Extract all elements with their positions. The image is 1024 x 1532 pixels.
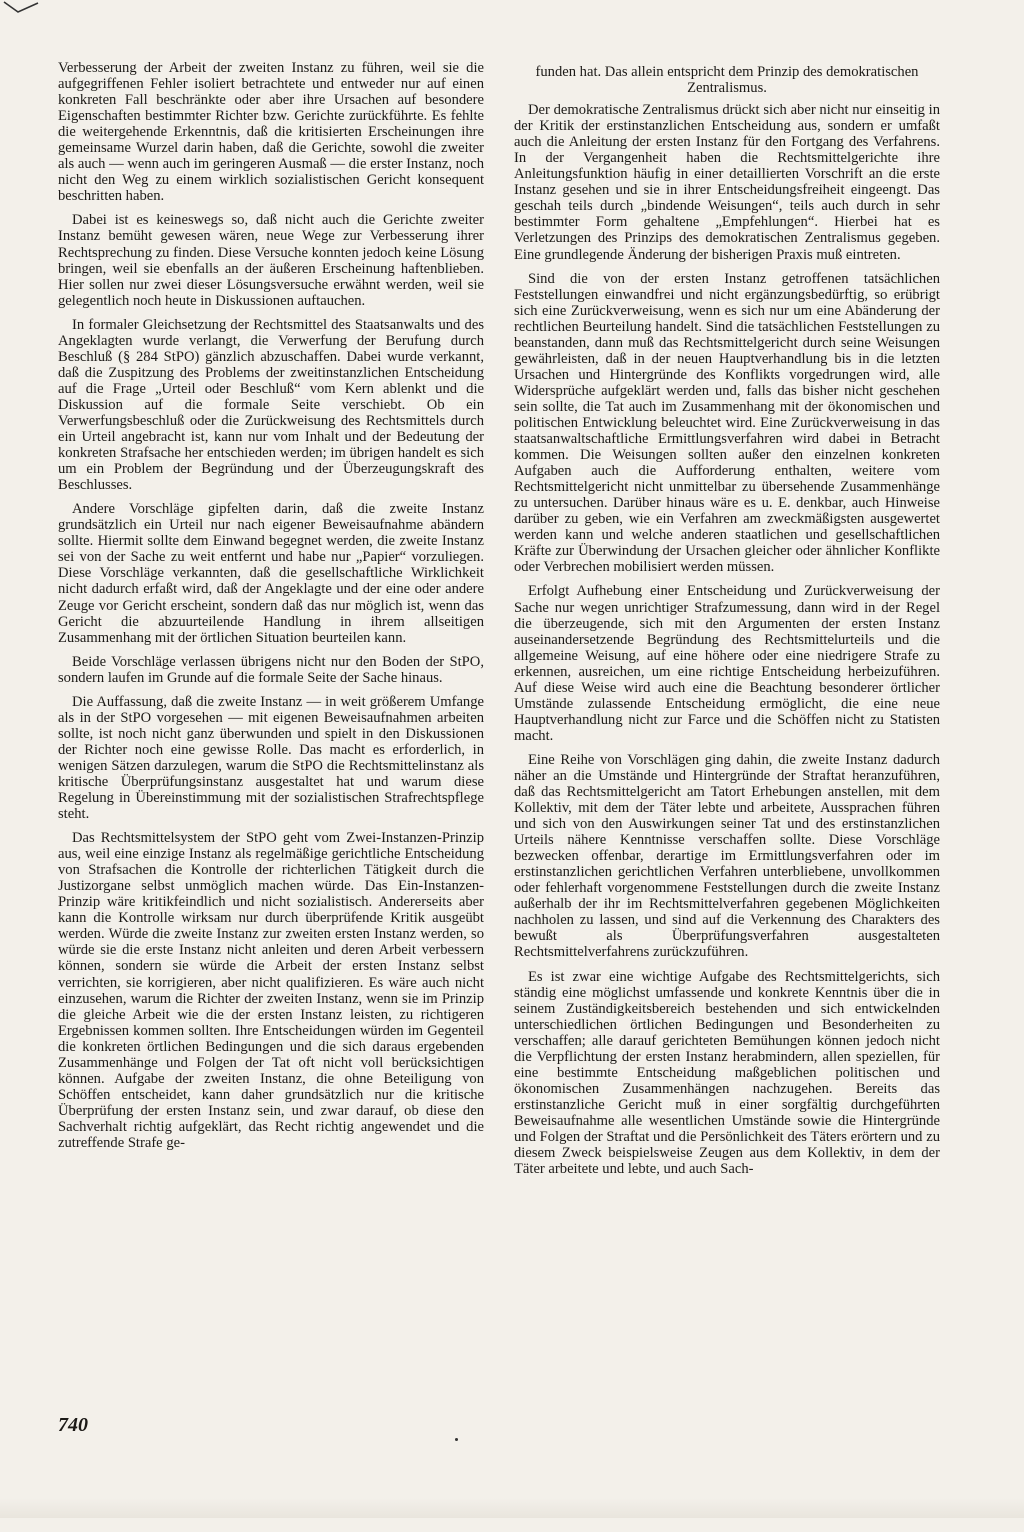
paragraph: Die Auffassung, daß die zweite Instanz — in weit größerem Umfange als in der StPO vorgesehen — mit eigenen Beweisaufnahmen arbeiten sollte, ist noch nicht ganz überwunden und spielt in den Diskussionen der Richter noch eine gewisse Rolle. Das macht es erforderlich, in wenigen Sätzen darzulegen, warum die StPO die Rechtsmittelinstanz als kritische Überprüfungsinstanz ausgestaltet hat und warum diese Regelung in Übereinstimmung mit der sozialistischen Strafrechtspflege steht.: [58, 693, 484, 823]
right-column: [514, 64, 940, 1185]
paragraph: Beide Vorschläge verlassen übrigens nicht nur den Boden der StPO, sondern laufen im Grunde auf die formale Seite der Sache hinaus.: [58, 653, 484, 686]
paragraph: Der demokratische Zentralismus drückt sich aber nicht nur einseitig in der Kritik der erstinstanzlichen Entscheidung aus, sondern er umfaßt auch die Anleitung der ersten Instanz für den Fortgang des Verfahrens. In der Vergangenheit haben die Rechtsmittelgerichte ihre Anleitungsfunktion häufig in einer detaillierten Vorschrift an die erste Instanz gesehen und sie in ihrer Entscheidungsfreiheit eingeengt. Das geschah teils durch „bindende Weisungen“, teils auch durch in sehr bestimmter Form gehaltene „Empfehlungen“. Hierbei hat es Verletzungen des Prinzips des demokratischen Zentralismus gegeben. Eine grundlegende Änderung der bisherigen Praxis muß eintreten.: [514, 102, 940, 263]
paragraph: Das Rechtsmittelsystem der StPO geht vom Zwei-Instanzen-Prinzip aus, weil eine einzige Instanz als regelmäßige gerichtliche Entscheidung von Strafsachen die Kontrolle der richterlichen Tätigkeit durch die Justizorgane selbst unmöglich machen würde. Das Ein-Instanzen-Prinzip wäre kritikfeindlich und nicht sozialistisch. Andererseits aber kann die Kontrolle wirksam nur durch überprüfende Kritik ausgeübt werden. Würde die zweite Instanz zur zweiten ersten Instanz werden, so würde sie die erste Instanz nicht anleiten und deren Arbeit verbessern können, sondern sie würde die Arbeit der ersten Instanz selbst verrichten, sie korrigieren, aber nicht qualifizieren. Es wäre auch nicht einzusehen, warum die Richter der zweiten Instanz, wenn sie im Prinzip die gleiche Arbeit wie die der ersten Instanz leisten, zu richtigeren Ergebnissen kommen sollten. Ihre Entscheidungen würden im Gegenteil die konkreten örtlichen Bedingungen und die sich daraus ergebenden Zusammenhänge und Folgen der Tat oft nicht voll berücksichtigen können. Aufgabe der zweiten Instanz, die ohne Beteiligung von Schöffen entscheidet, kann daher grundsätzlich nur die kritische Überprüfung der ersten Instanz sein, und zwar darauf, ob diese den Sachverhalt richtig aufgeklärt, das Recht richtig angewendet und die zutreffende Strafe ge-: [58, 830, 484, 1151]
ink-speck: [455, 1438, 458, 1441]
pencil-mark-icon: [2, 0, 42, 22]
paragraph: Erfolgt Aufhebung einer Entscheidung und Zurückverweisung der Sache nur wegen unrichtiger Strafzumessung, dann wird in der Regel die überzeugende, sich mit den Argumenten der ersten Instanz auseinandersetzende Begründung des Rechtsmittelurteils und die allgemeine Weisung, auf eine höhere oder eine niedrigere Strafe zu erkennen, ausreichen, um eine richtige Entscheidung herbeizuführen. Auf diese Weise wird auch eine die Beachtung besonderer örtlicher Umstände zulassende Entscheidung ermöglicht, die eine neue Hauptverhandlung nicht zur Farce und die Schöffen nicht zu Statisten macht.: [514, 583, 940, 744]
paragraph: funden hat. Das allein entspricht dem Prinzip des demokratischen Zentralismus.: [535, 64, 919, 97]
paragraph: Verbesserung der Arbeit der zweiten Instanz zu führen, weil sie die aufgegriffenen Fehler isoliert betrachtete und entweder nur auf einen konkreten Fall beschränkte oder aber ihre Ursachen auf besondere Eigenschaften bestimmter Richter bzw. Gerichte zurückführte. Es fehlte die weitergehende Erkenntnis, daß die kritisierten Erscheinungen ihre gemeinsame Wurzel darin haben, daß die Gerichte, sowohl die zweiter als auch — wenn auch im geringeren Ausmaß — die erster Instanz, noch nicht den Weg zu einem wirklich sozialistischen Gericht konsequent beschritten haben.: [58, 60, 484, 205]
left-column: [58, 60, 484, 1159]
paragraph: Sind die von der ersten Instanz getroffenen tatsächlichen Feststellungen einwandfrei und nicht ergänzungsbedürftig, so erübrigt sich eine Zurückverweisung, wenn es sich nur um eine Abänderung der rechtlichen Beurteilung handelt. Sind die tatsächlichen Feststellungen zu beanstanden, dann muß das Rechtsmittelgericht durch seine Weisungen gewährleisten, daß in der neuen Hauptverhandlung bis in die letzten Ursachen und Hintergründe des Konflikts vorgedrungen wird, alle Widersprüche aufgeklärt werden und, falls das bisher nicht geschehen sein sollte, die Tat auch im Zusammenhang mit der ökonomischen und politischen Entwicklung beleuchtet wird. Eine Zurückverweisung in das staatsanwaltschaftliche Ermittlungsverfahren wird dabei in Betracht kommen. Die Weisungen sollten außer den einzelnen konkreten Aufgaben auch die Aufforderung enthalten, weitere vom Rechtsmittelgericht nicht unmittelbar zu übersehende Zusammenhänge zu untersuchen. Darüber hinaus wäre es u. E. denkbar, auch Hinweise darüber zu geben, wie ein Verfahren am zweckmäßigsten ausgewertet werden kann und welche anderen staatlichen und gesellschaftlichen Kräfte zur Überwindung der Ursachen gleicher oder ähnlicher Konflikte oder Verbrechen mobilisiert werden müssen.: [514, 270, 940, 576]
page-number: 740: [58, 1414, 88, 1436]
paragraph: Eine Reihe von Vorschlägen ging dahin, die zweite Instanz dadurch näher an die Umstände und Hintergründe der Straftat heranzuführen, daß das Rechtsmittelgericht am Tatort Erhebungen anstellen, mit dem Kollektiv, mit dem der Täter lebte und arbeitete, Aussprachen führen und sich von den Auswirkungen seiner Tat und des erstinstanzlichen Urteils nähere Kenntnisse verschaffen sollte. Diese Vorschläge bezwecken offenbar, derartige im Ermittlungsverfahren oder im erstinstanzlichen gerichtlichen Verfahren unterbliebene, unvollkommen oder fehlerhaft vorgenommene Feststellungen durch die zweite Instanz außerhalb der ihr im Rechtsmittelverfahren gegebenen Möglichkeiten nachholen zu lassen, und sind auf die Verkennung des Charakters des bewußt als Überprüfungsverfahren ausgestalteten Rechtsmittelverfahrens zurückzuführen.: [514, 751, 940, 961]
scan-edge: [0, 1498, 1024, 1518]
paragraph: Dabei ist es keineswegs so, daß nicht auch die Gerichte zweiter Instanz bemüht gewesen wären, neue Wege zur Verbesserung ihrer Rechtsprechung zu finden. Diese Versuche konnten jedoch keine Lösung bringen, weil sie ebenfalls an der äußeren Erscheinung haftenblieben. Hier sollen nur zwei dieser Lösungsversuche erwähnt werden, weil sie gelegentlich noch heute in Diskussionen auftauchen.: [58, 212, 484, 309]
paragraph: Es ist zwar eine wichtige Aufgabe des Rechtsmittelgerichts, sich ständig eine möglichst umfassende und konkrete Kenntnis über die in seinem Zuständigkeitsbereich bestehenden und sich entwickelnden unterschiedlichen örtlichen Bedingungen und Besonderheiten zu verschaffen; alle darauf gerichteten Bemühungen können jedoch nicht die Verpflichtung der ersten Instanz herabmindern, allen speziellen, für eine bestimmte Entscheidung maßgeblichen politischen und ökonomischen Zusammenhängen nachzugehen. Bereits das erstinstanzliche Gericht muß in einer sorgfältig durchgeführten Beweisaufnahme alle wesentlichen Umstände sowie die Hintergründe und Folgen der Straftat und die Persönlichkeit des Täters erörtern und zu diesem Zweck beispielsweise Zeugen aus dem Kollektiv, in dem der Täter arbeitete und lebte, und auch Sach-: [514, 968, 940, 1178]
paragraph: In formaler Gleichsetzung der Rechtsmittel des Staatsanwalts und des Angeklagten wurde verlangt, die Verwerfung der Berufung durch Beschluß (§ 284 StPO) gänzlich abzuschaffen. Dabei wurde verkannt, daß die Zuspitzung des Problems der zweitinstanzlichen Entscheidung auf die Frage „Urteil oder Beschluß“ vom Kern ablenkt und die Diskussion auf die formale Seite verschiebt. Ob ein Verwerfungsbeschluß oder die Zurückweisung des Rechtsmittels durch ein Urteil angebracht ist, kann nur vom Inhalt und der Bedeutung der konkreten Strafsache her entschieden werden; im übrigen handelt es sich um ein Problem der Begründung und der Überzeugungskraft des Beschlusses.: [58, 316, 484, 494]
paragraph: Andere Vorschläge gipfelten darin, daß die zweite Instanz grundsätzlich ein Urteil nur nach eigener Beweisaufnahme abändern sollte. Hiermit sollte dem Einwand begegnet werden, die zweite Instanz sei von der Sache zu weit entfernt und habe nur „Papier“ vorzuliegen. Diese Vorschläge verkannten, daß die gesellschaftliche Wirklichkeit nicht dadurch erfaßt wird, daß der Angeklagte und der eine oder andere Zeuge vor Gericht erscheint, sondern daß das nur möglich ist, wenn das Gericht die abzuurteilende Handlung in ihrem allseitigen Zusammenhang mit der örtlichen Situation beurteilen kann.: [58, 501, 484, 646]
